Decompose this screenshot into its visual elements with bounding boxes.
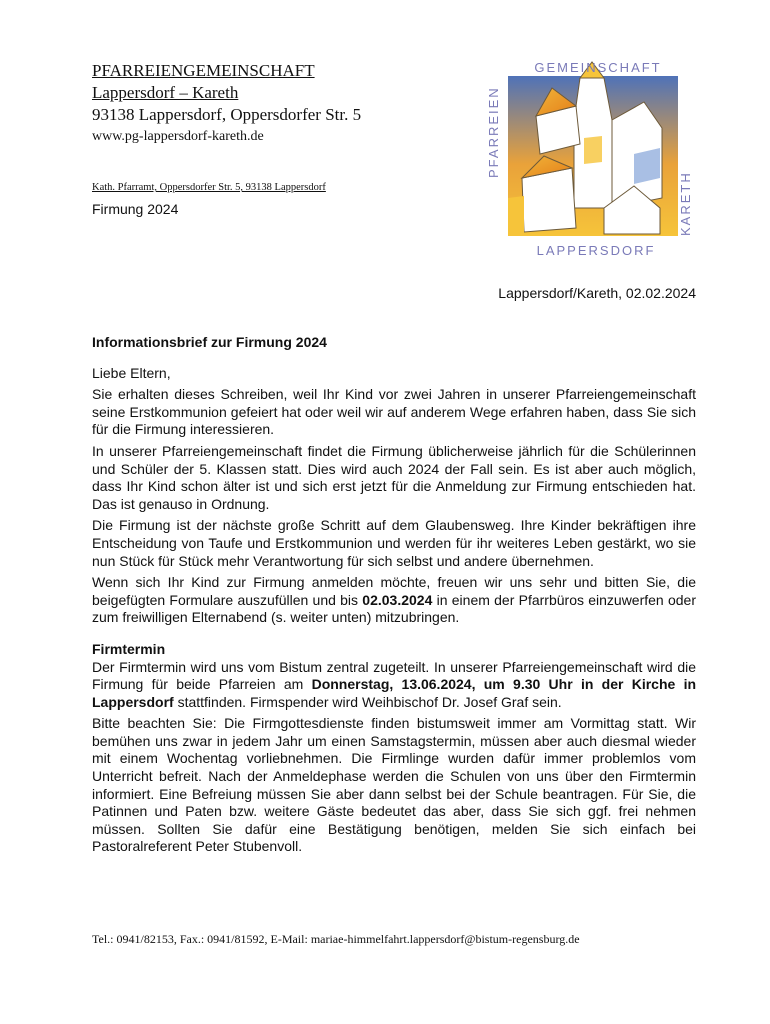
parish-address: 93138 Lappersdorf, Oppersdorfer Str. 5 bbox=[92, 105, 362, 124]
letterhead bbox=[92, 60, 472, 147]
salutation: Liebe Eltern, bbox=[92, 364, 171, 381]
parish-website: www.pg-lappersdorf-kareth.de bbox=[92, 129, 264, 144]
paragraph-5-text-b: stattfinden. Firmspender wird Weihbischof Dr. Josef Graf sein. bbox=[173, 693, 562, 710]
subject-reference: Firmung 2024 bbox=[92, 201, 179, 217]
paragraph-4-text-a: Wenn sich Ihr Kind zur Firmung anmelden möchte, freuen wir uns sehr und bitten Sie, die beigefügten Formulare auszufüllen und bis bbox=[92, 574, 696, 608]
paragraph-5 bbox=[92, 659, 696, 712]
letter-date: Lappersdorf/Kareth, 02.02.2024 bbox=[498, 285, 696, 301]
parish-logo bbox=[484, 58, 702, 258]
parish-name: PFARREIENGEMEINSCHAFT bbox=[92, 61, 315, 80]
registration-deadline: 02.03.2024 bbox=[362, 591, 433, 608]
paragraph-1: Sie erhalten dieses Schreiben, weil Ihr Kind vor zwei Jahren in unserer Pfarreiengemeinschaft seine Erstkommunion gefeiert hat oder weil wir auf anderem Wege erfahren haben, dass Sie sich für die Firmung interessieren. bbox=[92, 386, 696, 438]
confirmation-date-place: Donnerstag, 13.06.2024, um 9.30 Uhr in der Kirche in Lappersdorf bbox=[92, 676, 697, 710]
letter-heading: Informationsbrief zur Firmung 2024 bbox=[92, 334, 327, 350]
letter-body bbox=[92, 334, 696, 860]
logo-text-left: PFARREIEN bbox=[486, 86, 501, 178]
paragraph-2: In unserer Pfarreiengemeinschaft findet die Firmung üblicherweise jährlich für die Schülerinnen und Schüler der 5. Klassen statt. Dies wird auch 2024 der Fall sein. Es ist aber auch möglich, dass Ihr Kind schon älter ist und sich erst jetzt für die Anmeldung zur Firmung entschieden hat. Das ist genauso in Ordnung. bbox=[92, 442, 696, 512]
logo-text-top: GEMEINSCHAFT bbox=[534, 60, 662, 75]
logo-text-right: KARETH bbox=[678, 171, 693, 236]
parish-place: Lappersdorf – Kareth bbox=[92, 83, 239, 102]
paragraph-4 bbox=[92, 574, 696, 627]
paragraph-5-text-a: Der Firmtermin wird uns vom Bistum zentral zugeteilt. In unserer Pfarreiengemeinschaft wird die Firmung für beide Pfarreien am bbox=[92, 658, 696, 693]
sender-return-address: Kath. Pfarramt, Oppersdorfer Str. 5, 93138 Lappersdorf bbox=[92, 182, 326, 193]
section-heading-firmtermin: Firmtermin bbox=[92, 640, 166, 657]
paragraph-4-text-b: in einem der Pfarrbüros einzuwerfen oder zum freiwilligen Elternabend (s. weiter unten) mitzubringen. bbox=[92, 591, 696, 626]
footer-contact: Tel.: 0941/82153, Fax.: 0941/81592, E-Mail: mariae-himmelfahrt.lappersdorf@bistum-regensburg.de bbox=[92, 932, 580, 946]
logo-text-bottom: LAPPERSDORF bbox=[536, 243, 656, 258]
paragraph-6: Bitte beachten Sie: Die Firmgottesdienste finden bistumsweit immer am Vormittag statt. Wir bemühen uns zwar in jedem Jahr um einen Samstagstermin, müssen aber auch diesmal wieder mit einem Wochentag vorliebnehmen. Die Firmlinge wurden dafür immer problemlos vom Unterricht befreit. Nach der Anmeldephase werden die Schulen von uns über den Firmtermin informiert. Eine Befreiung müssen Sie aber dann selbst bei der Schule beantragen. Für Sie, die Patinnen und Paten bzw. weitere Gäste bedeutet das aber, dass Sie sich ggf. frei nehmen müssen. Sollten Sie dafür eine Bestätigung benötigen, melden Sie sich einfach bei Pastoralreferent Peter Stubenvoll. bbox=[92, 715, 696, 855]
paragraph-3: Die Firmung ist der nächste große Schritt auf dem Glaubensweg. Ihre Kinder bekräftigen ihre Entscheidung von Taufe und Erstkommunion und werden für ihr weiteres Leben gestärkt, wo sie nun Stück für Stück mehr Verantwortung für sich selbst und andere übernehmen. bbox=[92, 517, 696, 569]
